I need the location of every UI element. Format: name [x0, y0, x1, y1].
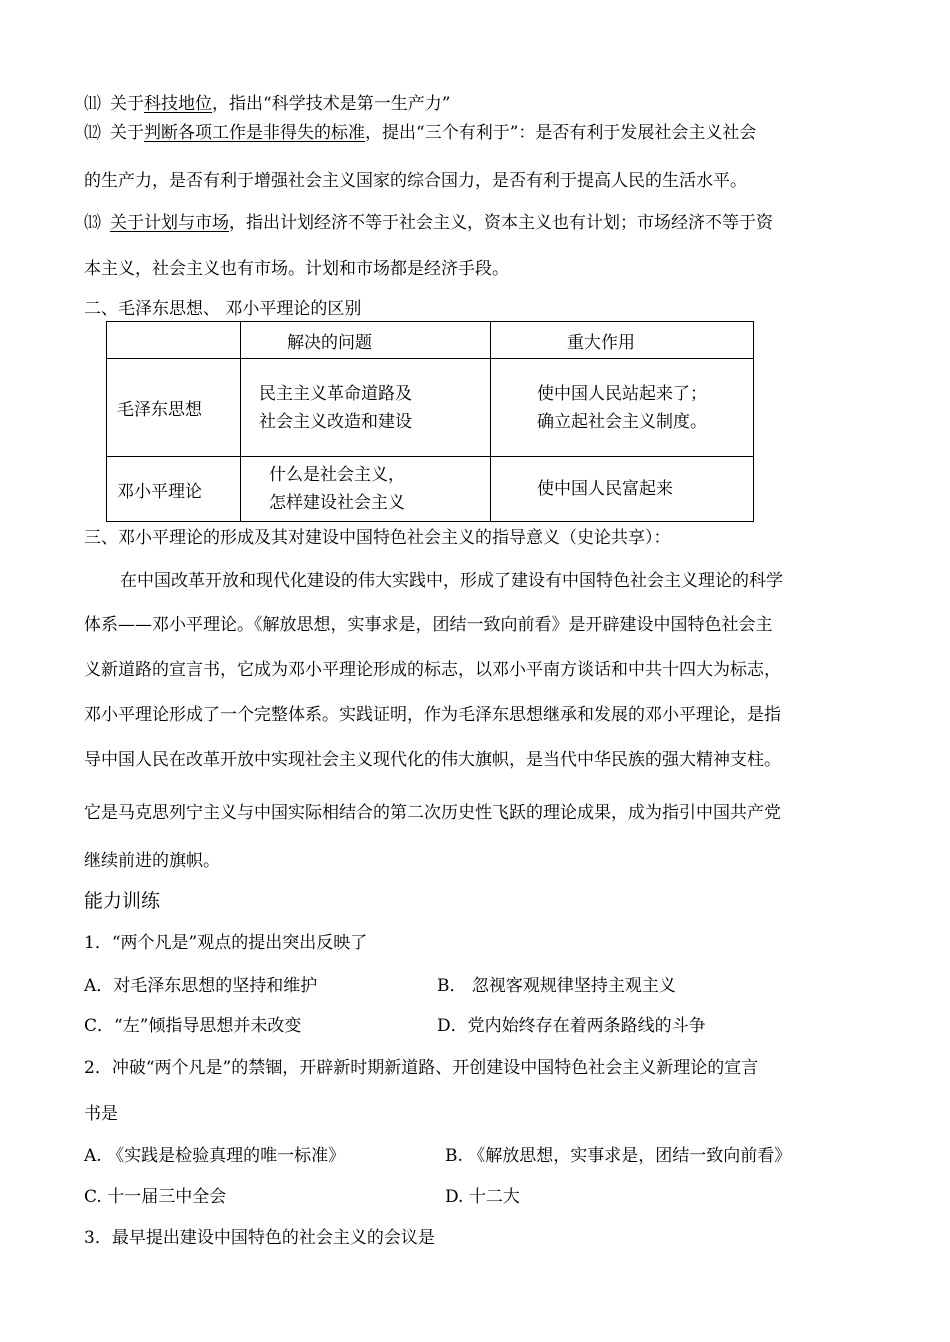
- row-name: 毛泽东思想: [107, 359, 241, 457]
- row-problem: 什么是社会主义， 怎样建设社会主义: [241, 457, 491, 522]
- item-number: ⑿: [84, 123, 101, 143]
- question-2-option-a: A. 《实践是检验真理的唯一标准》: [84, 1146, 346, 1166]
- question-2-option-c: C. 十一届三中全会: [84, 1187, 227, 1207]
- paragraph-line: 它是马克思列宁主义与中国实际相结合的第二次历史性飞跃的理论成果，成为指引中国共产党: [84, 803, 781, 823]
- row-problem: 民主主义革命道路及 社会主义改造和建设: [241, 359, 491, 457]
- question-1-option-c: C．“左”倾指导思想并未改变: [84, 1016, 302, 1036]
- question-1-stem: 1．“两个凡是”观点的提出突出反映了: [84, 933, 368, 953]
- table-header-problem: 解决的问题: [241, 322, 491, 359]
- row-name: 邓小平理论: [107, 457, 241, 522]
- training-heading: 能力训练: [84, 890, 161, 912]
- paragraph-line: 继续前进的旗帜。: [84, 851, 220, 871]
- item-13: ⒀ 关于计划与市场，指出计划经济不等于社会主义，资本主义也有计划；市场经济不等于资: [84, 213, 773, 233]
- section-3-title: 三、邓小平理论的形成及其对建设中国特色社会主义的指导意义（史论共享）：: [84, 528, 671, 548]
- item-number: ⒀: [84, 213, 101, 233]
- item-11: ⑾ 关于科技地位，指出“科学技术是第一生产力”: [84, 94, 451, 114]
- question-2-stem: 2．冲破“两个凡是”的禁锢，开辟新时期新道路、开创建设中国特色社会主义新理论的宣言: [84, 1058, 759, 1078]
- item-12: ⑿ 关于判断各项工作是非得失的标准，提出“三个有利于”：是否有利于发展社会主义社会: [84, 123, 757, 143]
- section-2-title: 二、毛泽东思想、 邓小平理论的区别: [84, 299, 362, 319]
- paragraph-line: 在中国改革开放和现代化建设的伟大实践中，形成了建设有中国特色社会主义理论的科学: [120, 571, 783, 591]
- question-3-stem: 3．最早提出建设中国特色的社会主义的会议是: [84, 1228, 435, 1248]
- paragraph-line: 义新道路的宣言书，它成为邓小平理论形成的标志，以邓小平南方谈话和中共十四大为标志，: [84, 660, 781, 680]
- underlined-term: 判断各项工作是非得失的标准: [144, 123, 365, 143]
- item-number: ⑾: [84, 94, 101, 114]
- table-header-empty: [107, 322, 241, 359]
- question-1-option-b: B． 忽视客观规律坚持主观主义: [437, 976, 676, 996]
- paragraph-line: 邓小平理论形成了一个完整体系。实践证明，作为毛泽东思想继承和发展的邓小平理论，是指: [84, 705, 781, 725]
- table-header-effect: 重大作用: [491, 322, 754, 359]
- question-2-stem-continued: 书是: [84, 1104, 118, 1124]
- table-header-row: [107, 322, 754, 359]
- paragraph-line: 体系——邓小平理论。《解放思想，实事求是，团结一致向前看》是开辟建设中国特色社会主: [84, 615, 773, 635]
- comparison-table: [106, 321, 754, 522]
- row-effect: 使中国人民站起来了； 确立起社会主义制度。: [491, 359, 754, 457]
- question-2-option-b: B. 《解放思想，实事求是，团结一致向前看》: [445, 1146, 792, 1166]
- row-effect: 使中国人民富起来: [491, 457, 754, 522]
- question-2-option-d: D. 十二大: [445, 1187, 520, 1207]
- underlined-term: 科技地位: [144, 94, 212, 114]
- item-13-continued: 本主义，社会主义也有市场。计划和市场都是经济手段。: [84, 259, 509, 279]
- table-row: [107, 457, 754, 522]
- question-1-option-d: D．党内始终存在着两条路线的斗争: [437, 1016, 706, 1036]
- question-1-option-a: A．对毛泽东思想的坚持和维护: [84, 976, 318, 996]
- table-row: [107, 359, 754, 457]
- paragraph-line: 导中国人民在改革开放中实现社会主义现代化的伟大旗帜，是当代中华民族的强大精神支柱。: [84, 750, 781, 770]
- item-12-continued: 的生产力，是否有利于增强社会主义国家的综合国力，是否有利于提高人民的生活水平。: [84, 171, 747, 191]
- underlined-term: 关于计划与市场: [110, 213, 229, 233]
